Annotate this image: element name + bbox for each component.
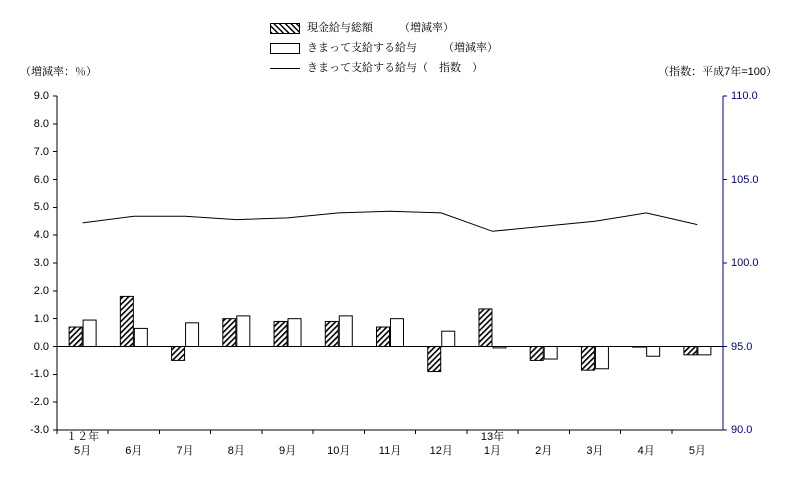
- y-axis-left-tick-label: 7.0: [33, 145, 49, 158]
- bar-scheduled-rate: [493, 347, 506, 348]
- x-axis-tick-label: 5月: [74, 445, 92, 457]
- y-axis-right-tick-label: 95.0: [731, 340, 753, 353]
- legend-label-scheduled-rate: きまって支給する給与: [307, 42, 417, 54]
- y-axis-left-tick-label: 4.0: [33, 229, 49, 242]
- x-axis-tick-label: 8月: [227, 445, 245, 457]
- legend-sublabel-scheduled-rate: （増減率）: [443, 42, 498, 54]
- bar-scheduled-rate: [647, 347, 660, 357]
- x-axis-tick-label: 5月: [688, 445, 706, 457]
- y-axis-left-tick-label: 3.0: [33, 257, 49, 269]
- bar-scheduled-rate: [698, 347, 711, 355]
- bar-scheduled-rate: [339, 316, 352, 347]
- bar-cash-total: [274, 321, 287, 346]
- y-axis-left-tick-label: -1.0: [30, 368, 49, 381]
- bar-scheduled-rate: [288, 319, 301, 347]
- x-axis-year-label: 13年: [480, 431, 505, 443]
- right-axis-note: （指数：平成7年=100）: [658, 66, 777, 78]
- bar-cash-total: [69, 327, 82, 346]
- y-axis-left-tick-label: 9.0: [33, 90, 49, 102]
- x-axis-tick-label: 9月: [278, 445, 297, 457]
- y-axis-left-tick-label: 8.0: [33, 117, 49, 130]
- bar-cash-total: [325, 321, 338, 346]
- y-axis-right-tick-label: 100.0: [731, 257, 759, 269]
- bar-scheduled-rate: [237, 316, 250, 347]
- y-axis-right-tick-label: 105.0: [731, 173, 759, 186]
- x-axis-tick-label: 10月: [327, 445, 351, 457]
- legend-sublabel-cash-total: （増減率）: [399, 22, 454, 34]
- line-scheduled-index: [83, 211, 698, 231]
- bar-scheduled-rate: [134, 328, 147, 346]
- y-axis-left-tick-label: 1.0: [33, 312, 49, 325]
- left-axis-note: （増減率：％）: [20, 66, 97, 78]
- bar-cash-total: [530, 347, 543, 361]
- bar-cash-total: [581, 347, 594, 371]
- x-axis-tick-label: 3月: [586, 445, 604, 457]
- y-axis-right-tick-label: 90.0: [731, 424, 753, 436]
- x-axis-year-label: １２年: [66, 431, 100, 443]
- bar-cash-total: [479, 309, 492, 347]
- x-axis-tick-label: 4月: [637, 445, 655, 457]
- y-axis-left-tick-label: 6.0: [33, 173, 49, 186]
- bar-cash-total: [172, 347, 185, 361]
- bar-cash-total: [633, 347, 646, 348]
- bar-cash-total: [377, 327, 390, 346]
- y-axis-left-tick-label: 0.0: [33, 340, 49, 353]
- y-axis-left-tick-label: 2.0: [33, 284, 49, 297]
- bar-cash-total: [120, 296, 133, 346]
- y-axis-right-tick-label: 110.0: [731, 90, 758, 102]
- x-axis-tick-label: 12月: [429, 445, 453, 457]
- y-axis-left-tick-label: -2.0: [30, 396, 49, 409]
- y-axis-left-tick-label: 5.0: [33, 201, 49, 214]
- bar-scheduled-rate: [595, 347, 608, 369]
- x-axis-tick-label: 1月: [483, 445, 502, 457]
- bar-cash-total: [428, 347, 441, 372]
- legend-label-scheduled-index: きまって支給する給与（ 指数 ）: [307, 62, 483, 74]
- x-axis-tick-label: 6月: [125, 445, 143, 457]
- legend-label-cash-total: 現金給与総額: [307, 22, 373, 34]
- bar-scheduled-rate: [442, 331, 455, 346]
- bar-scheduled-rate: [83, 320, 96, 346]
- bar-scheduled-rate: [186, 323, 199, 347]
- x-axis-tick-label: 11月: [378, 445, 402, 457]
- x-axis-tick-label: 2月: [535, 445, 553, 457]
- y-axis-left-tick-label: -3.0: [30, 424, 49, 436]
- x-axis-tick-label: 7月: [176, 445, 194, 457]
- bar-cash-total: [684, 347, 697, 355]
- bar-cash-total: [223, 319, 236, 347]
- bar-scheduled-rate: [391, 319, 404, 347]
- bar-scheduled-rate: [544, 347, 557, 360]
